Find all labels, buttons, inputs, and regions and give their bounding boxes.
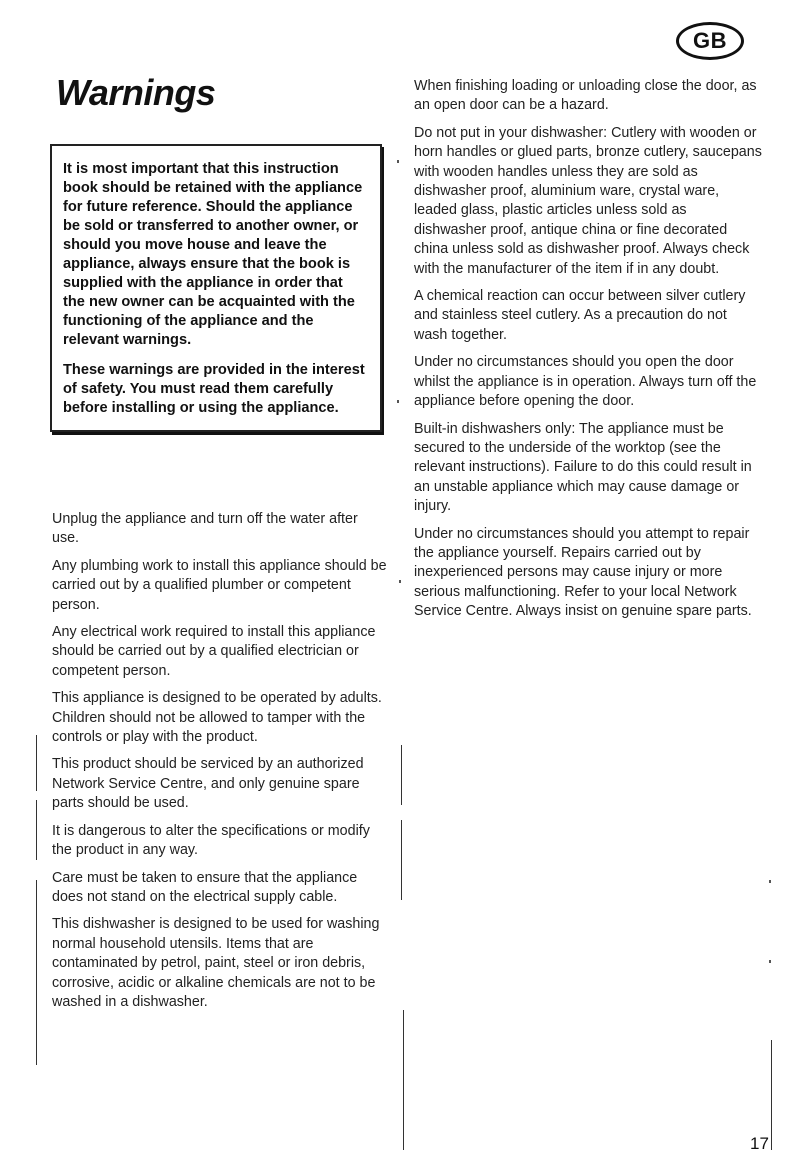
notice-paragraph: It is most important that this instruction book should be retained with the appliance for future reference. Should the appliance be sold or transferred to another owner, or should you move house and leave the appliance, always ensure that the book is supplied with the appliance in order that the new owner can be acquainted with the functioning of the appliance and the relevant warnings. bbox=[63, 161, 363, 348]
right-warnings-column bbox=[414, 77, 762, 630]
scan-artifact-line bbox=[36, 800, 37, 860]
scan-artifact-line bbox=[401, 745, 402, 805]
warning-paragraph: Do not put in your dishwasher: Cutlery with wooden or horn handles or glued parts, bronze cutlery, saucepans with wooden handles unless they are sold as dishwasher proof, aluminium ware, crystal ware, leaded glass, plastic articles unless sold as dishwasher proof, antique china or fine decorated china unless sold as dishwasher proof. Always check with the manufacturer of the item if in any doubt. bbox=[414, 124, 762, 277]
warning-paragraph: When finishing loading or unloading close the door, as an open door can be a hazard. bbox=[414, 78, 757, 114]
scan-artifact-dot bbox=[769, 880, 771, 883]
warning-paragraph: Care must be taken to ensure that the appliance does not stand on the electrical supply cable. bbox=[52, 869, 358, 905]
scan-artifact-line bbox=[401, 820, 402, 900]
warning-paragraph: Any electrical work required to install this appliance should be carried out by a qualified electrician or competent person. bbox=[52, 624, 376, 679]
scan-artifact-line bbox=[36, 735, 37, 791]
warning-paragraph: Under no circumstances should you attempt to repair the appliance yourself. Repairs carried out by inexperienced persons may cause injury or more serious malfunctioning. Refer to your local Network Service Centre. Always insist on genuine spare parts. bbox=[414, 525, 752, 620]
important-notice-box bbox=[50, 144, 382, 432]
warning-paragraph: It is dangerous to alter the specifications or modify the product in any way. bbox=[52, 822, 370, 859]
scan-artifact-dot bbox=[769, 960, 771, 963]
warning-paragraph: Any plumbing work to install this appliance should be carried out by a qualified plumber or competent person. bbox=[52, 557, 387, 613]
left-warnings-column bbox=[52, 510, 388, 1020]
country-badge bbox=[676, 22, 744, 60]
warning-paragraph: Unplug the appliance and turn off the water after use. bbox=[52, 511, 358, 547]
notice-paragraph: These warnings are provided in the interest of safety. You must read them carefully before installing or using the appliance. bbox=[63, 362, 365, 416]
scan-artifact-line bbox=[771, 1040, 772, 1150]
scan-artifact-dot bbox=[399, 580, 401, 583]
warning-paragraph: Built-in dishwashers only: The appliance must be secured to the underside of the worktop (see the relevant instructions). Failure to do this could result in an unstable appliance which may cause damage or injury. bbox=[414, 420, 752, 515]
page-number: 17 bbox=[750, 1134, 769, 1153]
warning-paragraph: This dishwasher is designed to be used for washing normal household utensils. Items that are contaminated by petrol, paint, steel or iron debris, corrosive, acidic or alkaline chemicals are not to be washed in a dishwasher. bbox=[52, 916, 380, 1010]
warning-paragraph: This product should be serviced by an authorized Network Service Centre, and only genuine spare parts should be used. bbox=[52, 756, 364, 812]
page-title: Warnings bbox=[56, 72, 216, 113]
scan-artifact-line bbox=[36, 880, 37, 1065]
scan-artifact-dot bbox=[397, 400, 399, 403]
country-badge-label: GB bbox=[693, 28, 727, 53]
warning-paragraph: A chemical reaction can occur between silver cutlery and stainless steel cutlery. As a precaution do not wash together. bbox=[414, 288, 746, 343]
scan-artifact-dot bbox=[397, 160, 399, 163]
warning-paragraph: Under no circumstances should you open the door whilst the appliance is in operation. Always turn off the appliance before opening the door. bbox=[414, 354, 757, 410]
scan-artifact-line bbox=[403, 1010, 404, 1150]
warning-paragraph: This appliance is designed to be operated by adults. Children should not be allowed to tamper with the controls or play with the product. bbox=[52, 690, 382, 746]
